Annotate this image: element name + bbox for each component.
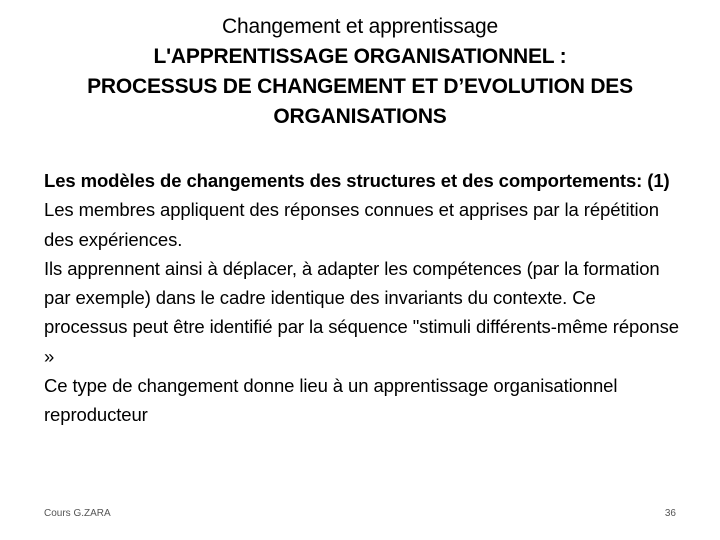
title-line-4: ORGANISATIONS bbox=[273, 105, 447, 128]
body-paragraph-2: Ils apprennent ainsi à déplacer, à adapter les compétences (par la formation par exemple) dans le cadre identique des invariants du contexte. Ce processus peut être identifié par la séquence "stimuli différents-même réponse » bbox=[44, 257, 679, 367]
title-line-3: PROCESSUS DE CHANGEMENT ET D’EVOLUTION DES bbox=[87, 75, 633, 98]
title-line-2: L'APPRENTISSAGE ORGANISATIONNEL : bbox=[153, 45, 567, 68]
title-line-1: Changement et apprentissage bbox=[222, 15, 498, 38]
slide-title bbox=[40, 12, 680, 132]
body-paragraph-1: Les membres appliquent des réponses connues et apprises par la répétition des expériences. bbox=[44, 199, 659, 250]
body-paragraph-3: Ce type de changement donne lieu à un apprentissage organisationnel reproducteur bbox=[44, 375, 618, 426]
slide-body bbox=[44, 166, 684, 430]
footer-author: Cours G.ZARA bbox=[44, 508, 111, 519]
body-heading: Les modèles de changements des structures et des comportements: (1) bbox=[44, 170, 670, 191]
footer-page-number: 36 bbox=[664, 508, 676, 519]
